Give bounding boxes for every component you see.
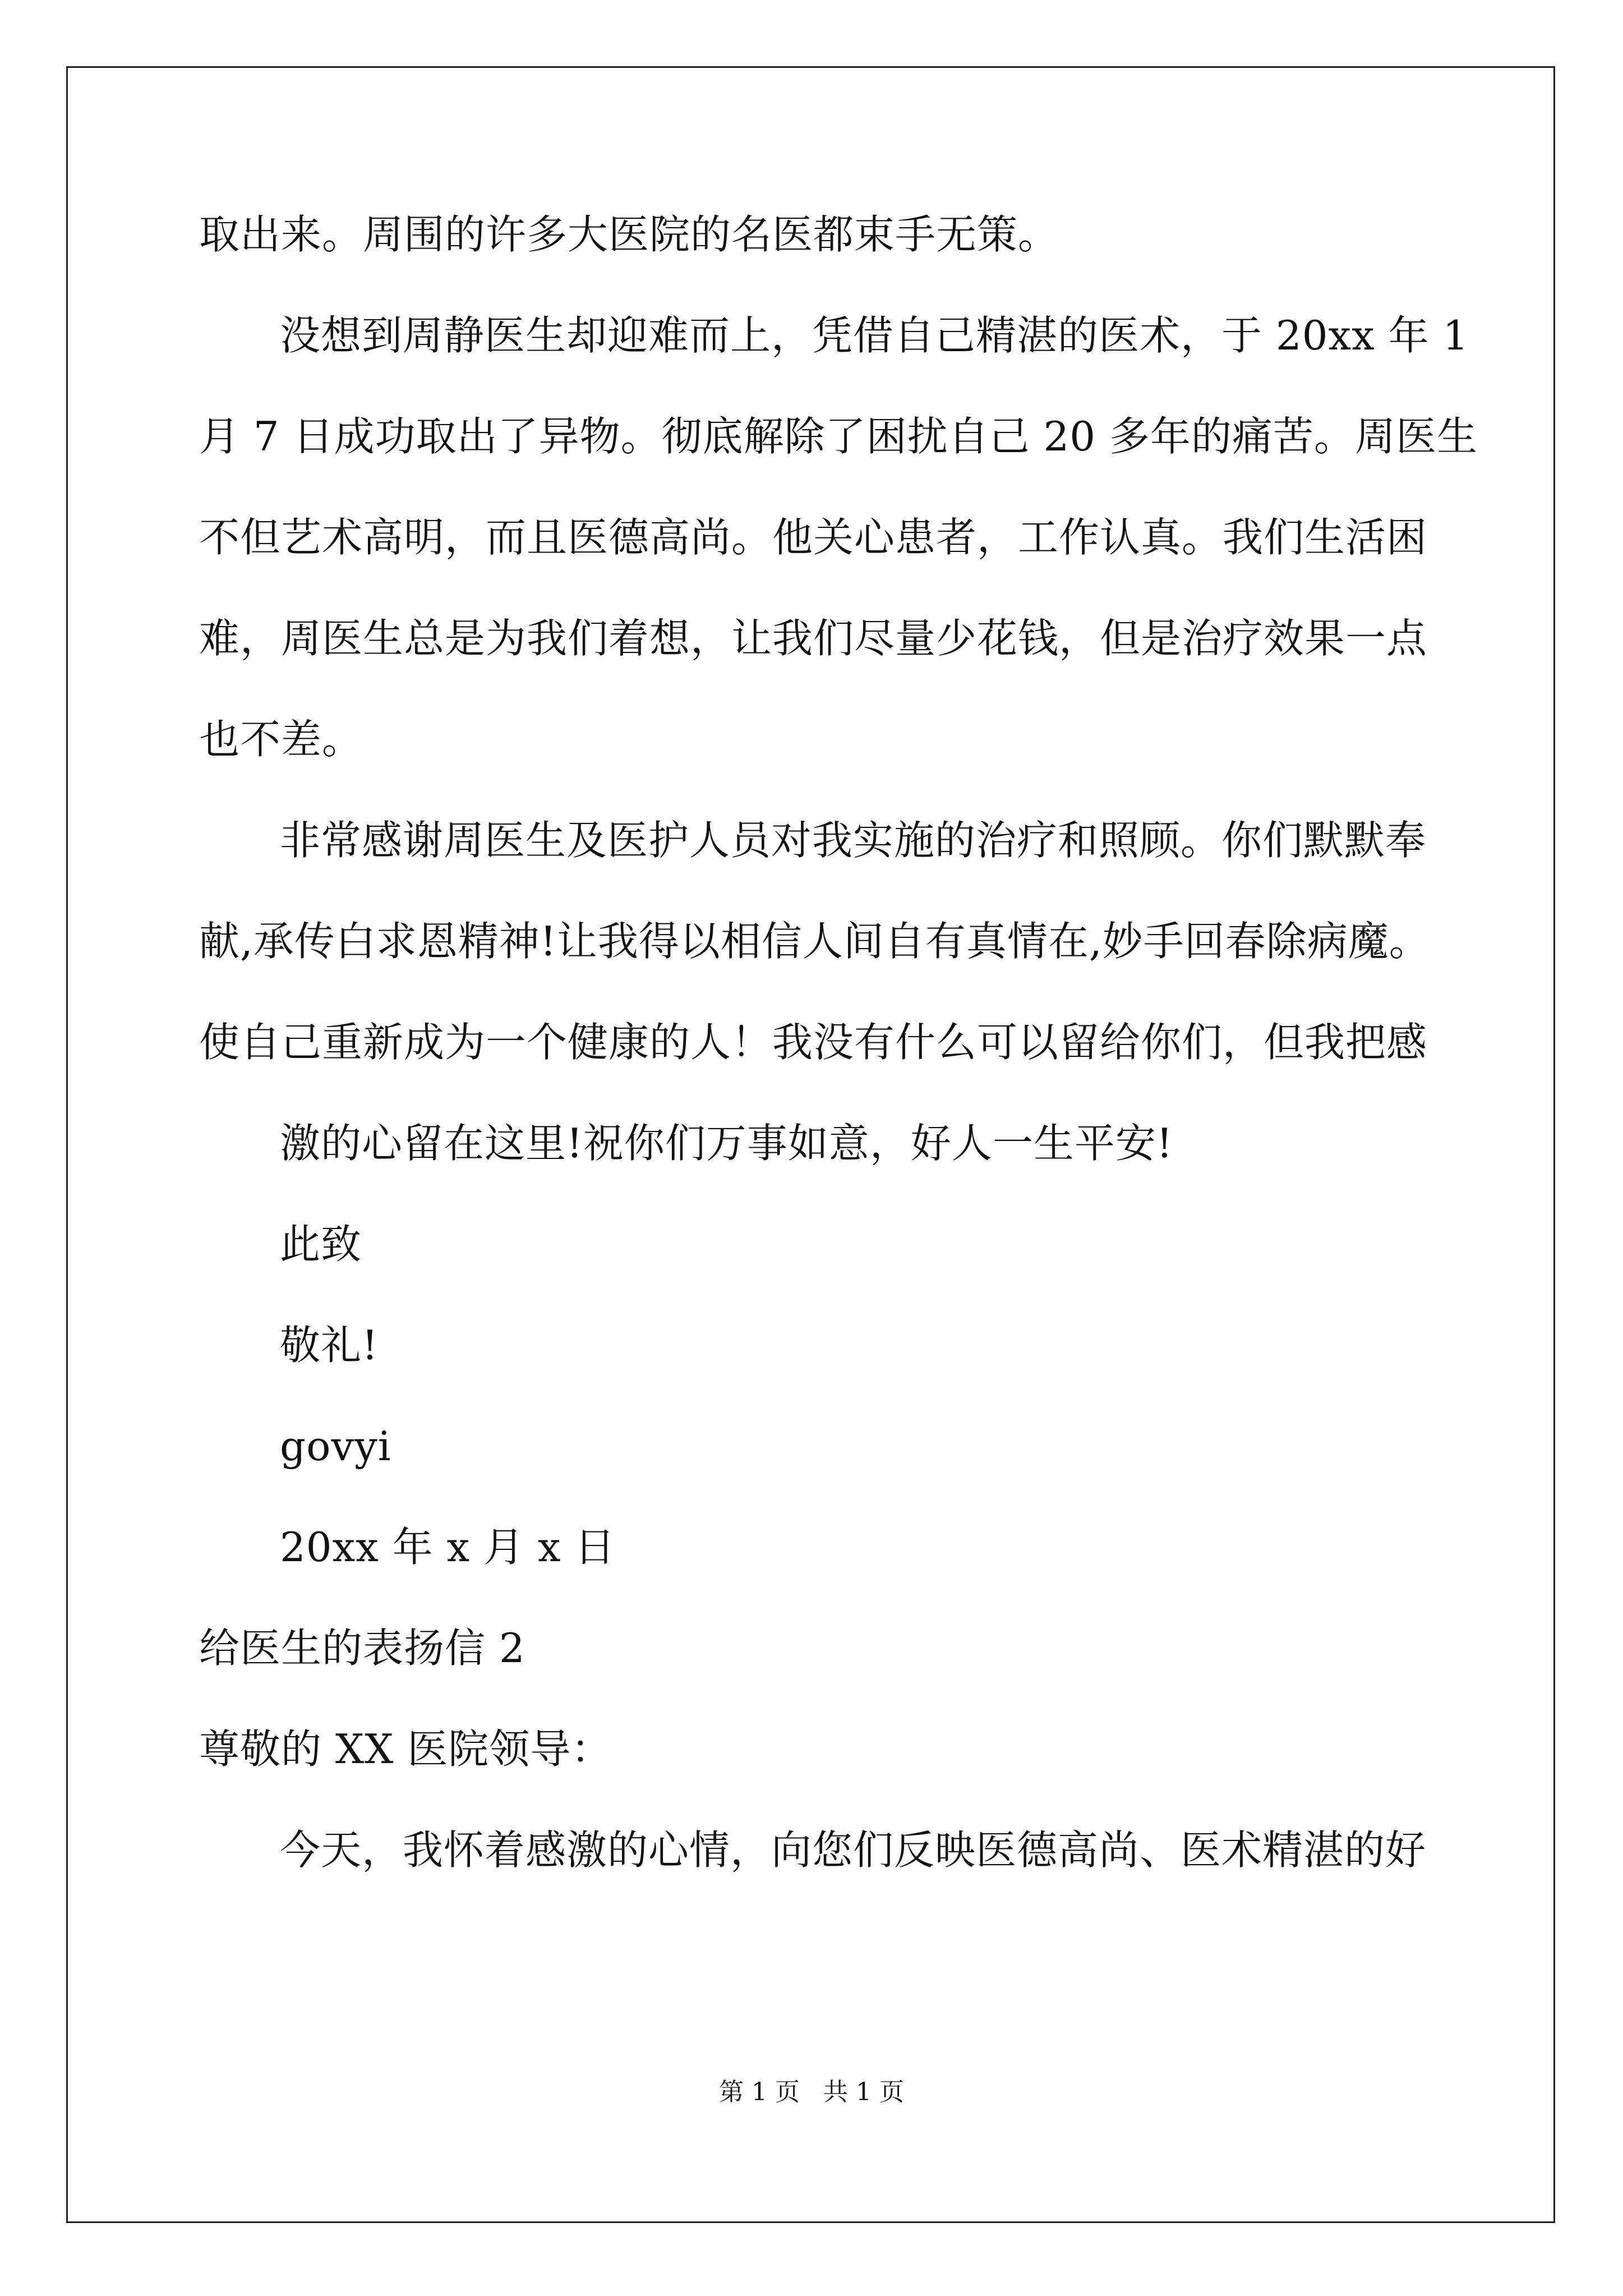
page-footer <box>0 2077 1623 2108</box>
text-line: 使自己重新成为一个健康的人！我没有什么可以留给你们，但我把感 <box>199 1019 1428 1066</box>
text-line: 难，周医生总是为我们着想，让我们尽量少花钱，但是治疗效果一点 <box>199 615 1428 662</box>
text-line: 取出来。周围的许多大医院的名医都束手无策。 <box>199 211 1059 258</box>
text-line: 月 7 日成功取出了异物。彻底解除了困扰自己 20 多年的痛苦。周医生 <box>199 413 1478 460</box>
greeting: 尊敬的 XX 医院领导： <box>199 1726 612 1773</box>
closing-regards: 敬礼! <box>280 1322 379 1369</box>
signature: govyi <box>280 1423 391 1470</box>
text-line: 没想到周静医生却迎难而上，凭借自己精湛的医术，于 20xx 年 1 <box>280 312 1469 359</box>
text-line: 献,承传白求恩精神!让我得以相信人间自有真情在,妙手回春除病魔。 <box>199 918 1430 965</box>
date-line: 20xx 年 x 月 x 日 <box>280 1524 616 1571</box>
text-line: 也不差。 <box>199 716 363 763</box>
text-line: 不但艺术高明，而且医德高尚。他关心患者，工作认真。我们生活困 <box>199 514 1428 561</box>
page-total: 共 1 页 <box>823 2078 904 2106</box>
section-title: 给医生的表扬信 2 <box>199 1625 525 1672</box>
text-line: 激的心留在这里!祝你们万事如意，好人一生平安! <box>280 1120 1173 1167</box>
closing-salutation: 此致 <box>280 1221 362 1268</box>
text-line: 非常感谢周医生及医护人员对我实施的治疗和照顾。你们默默奉 <box>280 817 1427 864</box>
page-number: 第 1 页 <box>719 2078 800 2106</box>
text-line: 今天，我怀着感激的心情，向您们反映医德高尚、医术精湛的好 <box>280 1826 1427 1874</box>
